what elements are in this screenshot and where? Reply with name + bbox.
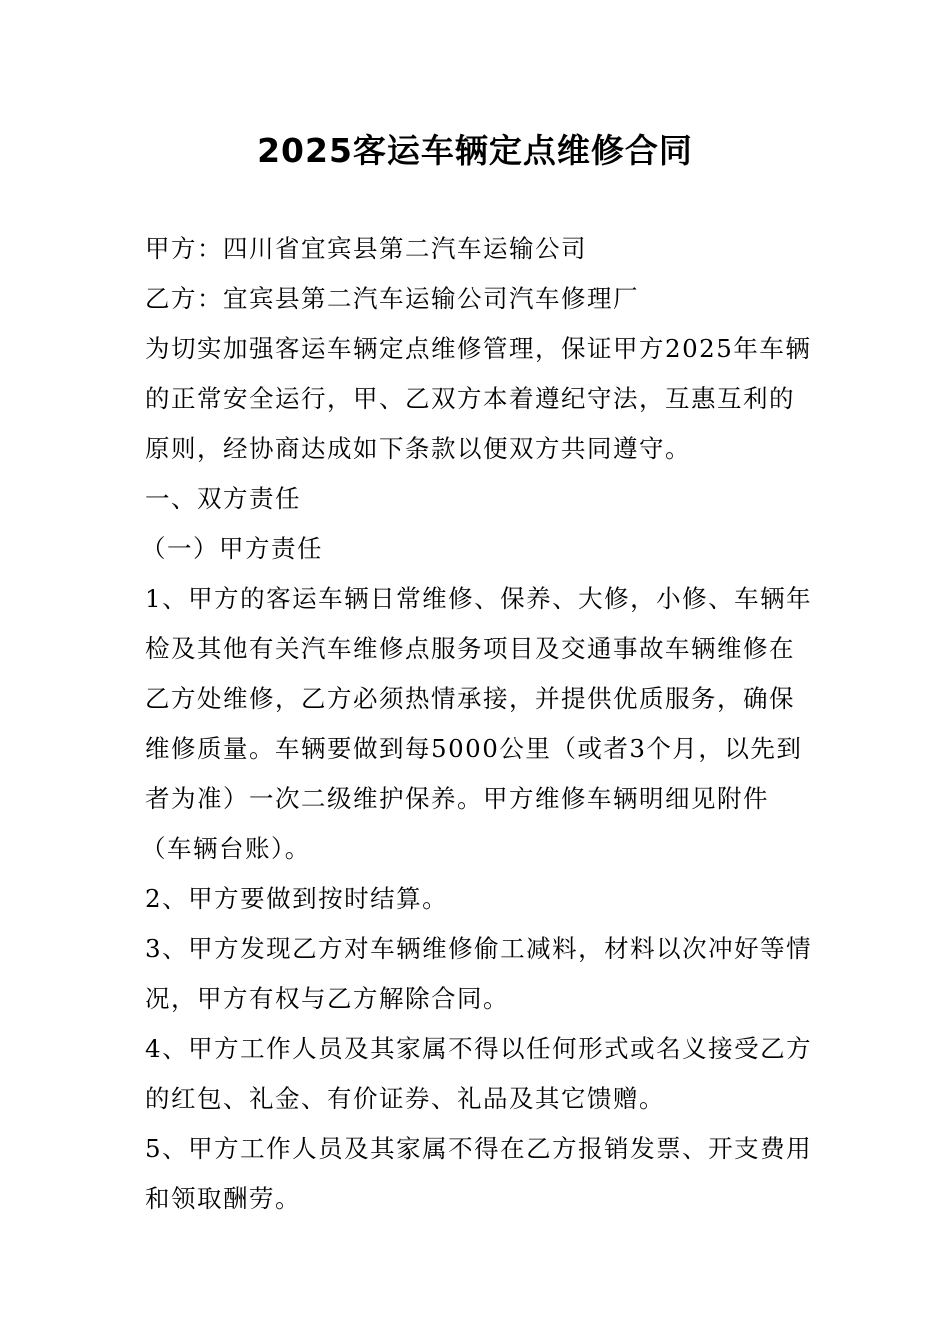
preamble-line: 原则，经协商达成如下条款以便双方共同遵守。 [145, 434, 691, 463]
clause-line: 3、甲方发现乙方对车辆维修偷工减料，材料以次冲好等情 [145, 934, 813, 963]
clause-line: 5、甲方工作人员及其家属不得在乙方报销发票、开支费用 [145, 1134, 813, 1163]
clause-line: 乙方处维修，乙方必须热情承接，并提供优质服务，确保 [145, 684, 795, 713]
clause-line: 2、甲方要做到按时结算。 [145, 884, 449, 913]
preamble-line: 为切实加强客运车辆定点维修管理，保证甲方2025年车辆 [145, 334, 812, 363]
clause-line: 检及其他有关汽车维修点服务项目及交通事故车辆维修在 [145, 634, 795, 663]
clause-line: 和领取酬劳。 [145, 1184, 301, 1213]
clause-line: 的红包、礼金、有价证券、礼品及其它馈赠。 [145, 1084, 665, 1113]
clause-line: （车辆台账）。 [141, 834, 311, 863]
document-body [141, 224, 813, 1224]
clause-line: 况，甲方有权与乙方解除合同。 [145, 984, 509, 1013]
clause-line: 1、甲方的客运车辆日常维修、保养、大修，小修、车辆年 [145, 584, 813, 613]
clause-line: 者为准）一次二级维护保养。甲方维修车辆明细见附件 [145, 784, 769, 813]
document-title: 2025客运车辆定点维修合同 [257, 131, 693, 170]
preamble-line: 的正常安全运行，甲、乙双方本着遵纪守法，互惠互利的 [145, 384, 795, 413]
section-heading: 一、双方责任 [145, 484, 301, 513]
clause-line: 维修质量。车辆要做到每5000公里（或者3个月，以先到 [145, 734, 803, 763]
party-a-line: 甲方：四川省宜宾县第二汽车运输公司 [145, 234, 587, 263]
subsection-heading: （一）甲方责任 [141, 534, 323, 563]
clause-line: 4、甲方工作人员及其家属不得以任何形式或名义接受乙方 [145, 1034, 813, 1063]
party-b-line: 乙方：宜宾县第二汽车运输公司汽车修理厂 [145, 284, 639, 313]
